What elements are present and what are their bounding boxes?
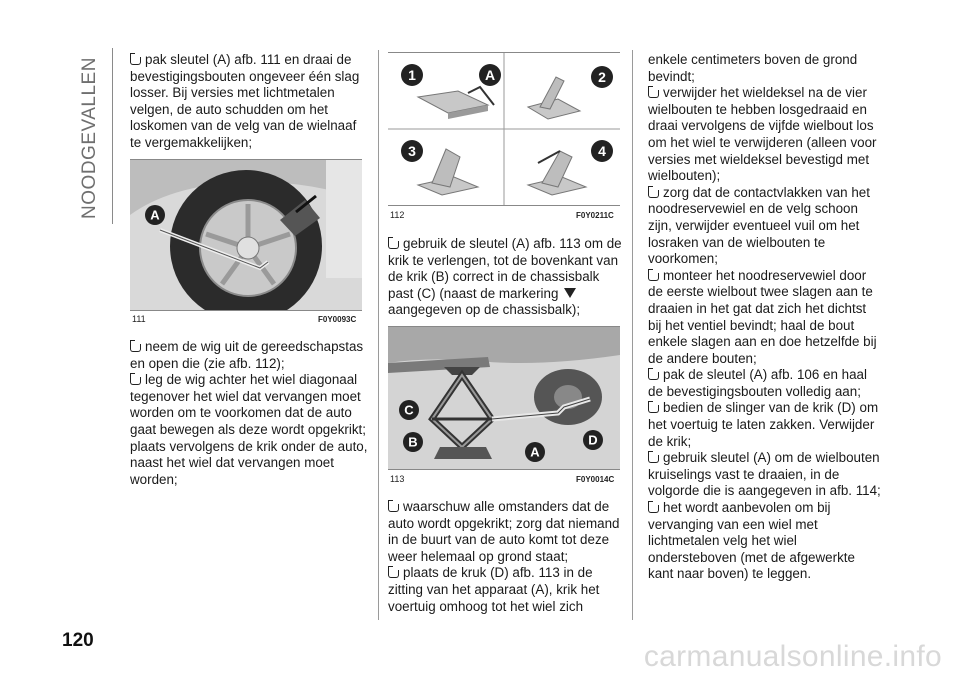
callout-label: 3 [408, 143, 416, 159]
watermark: carmanualsonline.info [643, 640, 942, 673]
instruction-step [648, 85, 882, 185]
instruction-step [648, 367, 882, 400]
continuation-text: enkele centimeters boven de grond bevindt; [648, 52, 858, 84]
callout-number-4 [590, 139, 614, 163]
section-title: NOODGEVALLEN [79, 57, 100, 219]
callout-label-a [144, 204, 166, 226]
step-text: pak sleutel (A) afb. 111 en draai de bevestigingsbouten ongeveer één slag losser. Bij versies met lichtmetalen velgen, de auto schudden om het loskomen van de velg van de wielnaaf te vergemakkelijken; [130, 52, 360, 150]
step-text: monteer het noodreservewiel door de eerste wielbout twee slagen aan te draaien in het gat dat zich het dichtst bij het ventiel bevindt; haal de bout enkele slagen aan en doe hetzelfde bij de andere bouten; [648, 267, 877, 366]
callout-label: 1 [408, 67, 416, 83]
callout-letter: C [404, 402, 414, 418]
callout-number-1 [400, 63, 424, 87]
bullet-icon [648, 405, 659, 413]
instruction-step [130, 52, 368, 152]
callout-letter: A [530, 444, 540, 460]
bullet-icon [130, 344, 141, 352]
bullet-icon [648, 273, 659, 281]
callout-letter: A [150, 207, 160, 223]
instruction-step [648, 400, 882, 450]
column-2-lower [388, 499, 624, 615]
marking-triangle-icon [564, 288, 576, 298]
figure-code: F0Y0211C [576, 211, 614, 220]
figure-113 [388, 326, 620, 470]
step-text: gebruik de sleutel (A) afb. 113 om de krik te verlengen, tot de bovenkant van de krik (B) correct in de chassisbalk past (C) (naast de markering [388, 236, 622, 301]
figure-code: F0Y0093C [318, 315, 357, 324]
bullet-icon [130, 57, 141, 65]
column-divider-1 [378, 50, 379, 620]
callout-label-b [402, 431, 424, 453]
column-1-lower [130, 339, 368, 488]
bullet-icon [648, 90, 659, 98]
bullet-icon [648, 372, 659, 380]
bullet-icon [648, 190, 659, 198]
callout-label-a [478, 63, 502, 87]
step-text: plaats de kruk (D) afb. 113 in de zitting van het apparaat (A), krik het voertuig omhoog tot het wiel zich [388, 565, 600, 614]
instruction-step [648, 500, 882, 583]
column-3 [648, 52, 882, 583]
callout-label-a [524, 441, 546, 463]
callout-label-d [582, 429, 604, 451]
callout-number-2 [590, 65, 614, 89]
instruction-step [388, 565, 624, 615]
figure-caption: 111 [132, 314, 146, 324]
figure-112 [388, 52, 620, 206]
step-text-continued: aangegeven op de chassisbalk); [388, 302, 581, 318]
section-tab-rule [112, 48, 113, 224]
wheel-wrench-illustration [130, 160, 362, 310]
callout-label: 2 [598, 69, 606, 85]
callout-label: A [484, 67, 496, 83]
step-text: waarschuw alle omstanders dat de auto wordt opgekrikt; zorg dat niemand in de buurt van de auto komt tot deze weer helemaal op grond staat; [388, 499, 620, 564]
column-2-jack-text [388, 236, 624, 319]
callout-number-3 [400, 139, 424, 163]
bullet-icon [648, 505, 659, 513]
callout-letter: D [588, 432, 598, 448]
instruction-step [388, 499, 624, 565]
column-divider-2 [632, 50, 633, 620]
instruction-step [648, 268, 882, 368]
step-text: neem de wig uit de gereedschapstas en open die (zie afb. 112); [130, 339, 364, 371]
step-text: bedien de slinger van de krik (D) om het voertuig te laten zakken. Verwijder de krik; [648, 400, 879, 449]
step-text: verwijder het wieldeksel na de vier wielbouten te hebben losgedraaid en draai vervolgens de vijfde wielbout los om het wiel te verwijderen (alleen voor versies met wieldeksel bevestigd met wielbouten); [648, 85, 877, 184]
instruction-step [648, 185, 882, 268]
step-text: leg de wig achter het wiel diagonaal tegenover het wiel dat vervangen moet worden om te voorkomen dat de auto gaat bewegen als deze wordt opgekrikt; plaats vervolgens de krik onder de auto, naast het wiel dat vervangen moet worden; [130, 372, 368, 487]
callout-label-c [398, 399, 420, 421]
column-1 [130, 52, 368, 152]
instruction-step [130, 372, 368, 488]
bullet-icon [130, 377, 141, 385]
bullet-icon [648, 455, 659, 463]
step-text: pak de sleutel (A) afb. 106 en haal de bevestigingsbouten volledig aan; [648, 367, 867, 399]
bullet-icon [388, 504, 399, 512]
step-text: het wordt aanbevolen om bij vervanging van een wiel met lichtmetalen velg het wiel ondersteboven (met de afgewerkte kant naar boven) te leggen. [648, 500, 855, 582]
figure-111 [130, 159, 362, 311]
callout-letter: B [408, 434, 418, 450]
figure-caption: 112 [390, 210, 405, 220]
figure-caption: 113 [390, 474, 405, 484]
step-text: zorg dat de contactvlakken van het noodreservewiel en de velg schoon zijn, verwijder eventueel vuil om het losraken van de wielbouten te voorkomen; [648, 184, 870, 267]
figure-code: F0Y0014C [576, 475, 615, 484]
instruction-step [388, 236, 624, 319]
bullet-icon [388, 570, 399, 578]
callout-label: 4 [598, 143, 606, 159]
step-text: gebruik sleutel (A) om de wielbouten kruiselings vast te draaien, in de volgorde die is aangegeven in afb. 114; [648, 450, 881, 499]
section-tab [78, 48, 102, 228]
bullet-icon [388, 241, 399, 249]
instruction-step [130, 339, 368, 372]
instruction-step [648, 450, 882, 500]
page-number: 120 [62, 630, 94, 651]
